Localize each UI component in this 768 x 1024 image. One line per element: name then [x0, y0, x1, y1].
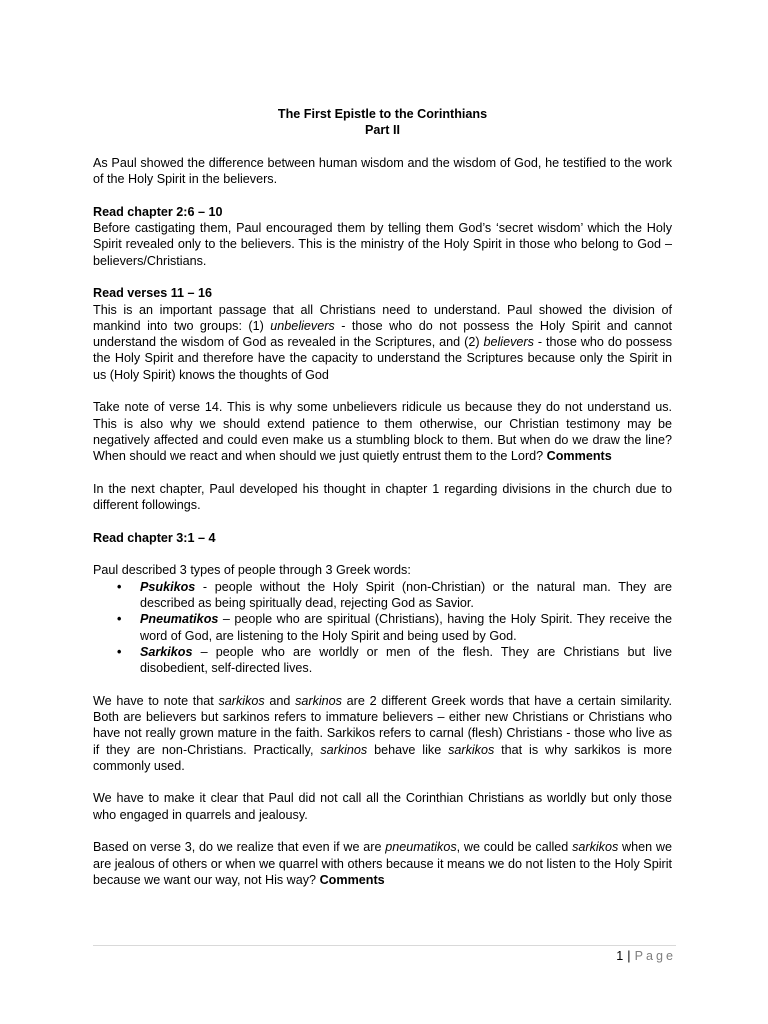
section-text-chapter-2-6: Before castigating them, Paul encouraged them by telling them God’s ‘secret wisdom’ which the Holy Spirit revealed only to the believers. This is the ministry of the Holy Spirit in those who belong to God – believers/Christians. [93, 221, 672, 268]
term-pneumatikos: Pneumatikos [140, 612, 219, 627]
bullet-icon: • [117, 612, 122, 627]
document-body [93, 106, 672, 888]
section-heading-chapter-3-1: Read chapter 3:1 – 4 [93, 530, 216, 545]
footer-separator: | [627, 949, 631, 963]
document-title: The First Epistle to the Corinthians [277, 107, 488, 121]
bullet-icon: • [117, 579, 122, 594]
list-intro: Paul described 3 types of people through 3 Greek words: [93, 563, 411, 578]
page-number: 1 [616, 949, 624, 963]
page-label: Page [634, 949, 676, 963]
verse-14-paragraph: Take note of verse 14. This is why some unbelievers ridicule us because they do not understand us. This is also why we should extend patience to them otherwise, our Christian testimony may be negatively affected and could even make us a stumbling block to them. But when do we draw the line? When should we react and when should we just quietly entrust them to the Lord? Comments [93, 400, 672, 464]
term-sarkikos: Sarkikos [140, 644, 193, 659]
section-heading-verses-11-16: Read verses 11 – 16 [93, 286, 213, 301]
comments-label: Comments [546, 449, 612, 464]
list-item: • Pneumatikos – people who are spiritual (Christians), having the Holy Spirit. They receive the word of God, are listening to the Holy Spirit and being used by God. [117, 612, 672, 643]
sarkinos-paragraph: We have to note that sarkikos and sarkinos are 2 different Greek words that have a certain similarity. Both are believers but sarkinos refers to immature believers – either new Christians or Christians who have not really grown mature in the faith. Sarkikos refers to carnal (flesh) Christians - those who live as if they are non-Christians. Practically, sarkinos behave like sarkikos that is why sarkikos is more commonly used. [93, 693, 672, 773]
comments-label: Comments [319, 872, 385, 887]
list-item: • Sarkikos – people who are worldly or men of the flesh. They are Christians but live disobedient, self-directed lives. [117, 644, 672, 676]
greek-words-list [93, 579, 672, 677]
list-item: • Psukikos - people without the Holy Spirit (non-Christian) or the natural man. They are described as being spiritually dead, rejecting God as Savior. [117, 579, 672, 610]
emphasis-believers: believers [483, 335, 534, 350]
page-footer [616, 948, 676, 964]
section-text-verses-11-16: This is an important passage that all Christians need to understand. Paul showed the division of mankind into two groups: (1) unbelievers - those who do not possess the Holy Spirit and cannot understand the wisdom of God as revealed in the Scriptures, and (2) believers - those who do possess the Holy Spirit and therefore have the capacity to understand the Scriptures because only the Spirit in us (Holy Spirit) knows the thoughts of God [93, 302, 672, 382]
footer-divider [93, 945, 676, 946]
term-psukikos: Psukikos [140, 579, 196, 594]
document-subtitle: Part II [365, 123, 400, 138]
emphasis-unbelievers: unbelievers [270, 318, 335, 333]
clarification-paragraph: We have to make it clear that Paul did not call all the Corinthian Christians as worldly but only those who engaged in quarrels and jealousy. [93, 791, 672, 822]
intro-paragraph: As Paul showed the difference between human wisdom and the wisdom of God, he testified to the work of the Holy Spirit in the believers. [93, 155, 672, 187]
next-chapter-paragraph: In the next chapter, Paul developed his thought in chapter 1 regarding divisions in the church due to different followings. [93, 481, 672, 513]
section-heading-chapter-2-6: Read chapter 2:6 – 10 [93, 204, 223, 219]
verse-3-paragraph: Based on verse 3, do we realize that even if we are pneumatikos, we could be called sarkikos when we are jealous of others or when we quarrel with others because it means we do not listen to the Holy Spirit because we want our way, not His way? Comments [93, 840, 672, 887]
bullet-icon: • [117, 644, 122, 659]
